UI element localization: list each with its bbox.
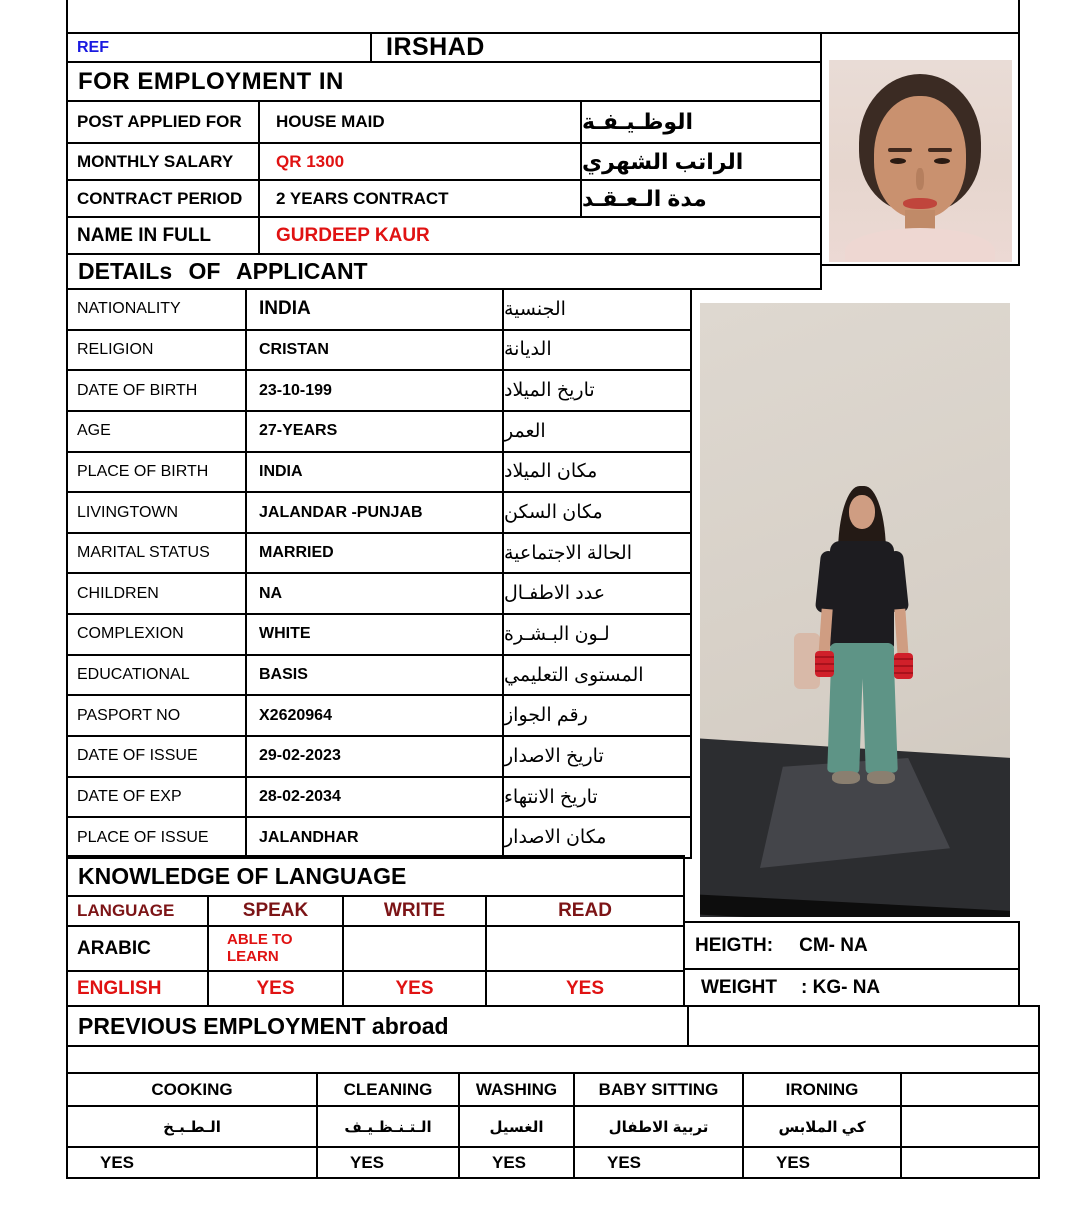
empty-header bbox=[900, 1074, 1038, 1105]
details-arabic: الديانة bbox=[502, 331, 690, 370]
details-value: INDIA bbox=[245, 290, 502, 329]
portrait-brow-right bbox=[928, 148, 952, 152]
post-applied-arabic: الوظـيـفـة bbox=[580, 102, 820, 142]
details-value: INDIA bbox=[245, 453, 502, 492]
details-row-children bbox=[68, 574, 690, 615]
contract-period-value: 2 YEARS CONTRACT bbox=[258, 181, 580, 216]
weight-row bbox=[683, 968, 1020, 1007]
arabic-language-row bbox=[68, 927, 683, 972]
details-row-age bbox=[68, 412, 690, 453]
cooking-arabic: الـطـبـخ bbox=[163, 1118, 221, 1136]
skills-header-row bbox=[68, 1074, 1038, 1107]
language-table bbox=[66, 895, 685, 1007]
portrait-lips bbox=[903, 198, 937, 209]
details-arabic: الجنسية bbox=[502, 290, 690, 329]
washing-value: YES bbox=[458, 1148, 573, 1177]
empty-arabic bbox=[900, 1107, 1038, 1146]
passport-photo-cell bbox=[820, 32, 1020, 266]
portrait-eye-right bbox=[934, 158, 950, 164]
sandal-right bbox=[867, 771, 895, 784]
person-pants-leg-left bbox=[827, 668, 863, 773]
ironing-header: IRONING bbox=[742, 1074, 900, 1105]
details-arabic: رقم الجواز bbox=[502, 696, 690, 735]
details-row-educational bbox=[68, 656, 690, 697]
contract-period-arabic: مدة الـعـقـد bbox=[580, 181, 820, 216]
previous-employment-row bbox=[66, 1005, 1040, 1047]
skills-value-row bbox=[68, 1148, 1038, 1177]
for-employment-row bbox=[68, 63, 820, 102]
details-row-passport-no bbox=[68, 696, 690, 737]
height-value: CM- NA bbox=[799, 934, 868, 956]
previous-employment-empty-cell bbox=[687, 1007, 1038, 1045]
english-language-row bbox=[68, 972, 683, 1005]
cooking-value: YES bbox=[100, 1152, 135, 1172]
post-applied-value: HOUSE MAID bbox=[258, 102, 580, 142]
details-value: 29-02-2023 bbox=[245, 737, 502, 776]
agency-title: IRSHAD bbox=[370, 34, 820, 61]
baby-sitting-arabic: تربية الاطفال bbox=[573, 1107, 742, 1146]
speak-col-header: SPEAK bbox=[207, 897, 342, 925]
arabic-read-value bbox=[485, 927, 683, 970]
monthly-salary-label: MONTHLY SALARY bbox=[77, 151, 234, 171]
details-arabic: عدد الاطفـال bbox=[502, 574, 690, 613]
contract-period-row bbox=[68, 181, 820, 218]
details-arabic: الحالة الاجتماعية bbox=[502, 534, 690, 573]
arabic-language-label: ARABIC bbox=[77, 937, 151, 959]
weight-label: WEIGHT bbox=[701, 976, 777, 998]
post-applied-label: POST APPLIED FOR bbox=[77, 112, 242, 131]
details-label: PLACE OF ISSUE bbox=[77, 828, 209, 846]
details-row-marital-status bbox=[68, 534, 690, 575]
sandal-left bbox=[832, 771, 860, 784]
details-value: 23-10-199 bbox=[245, 371, 502, 410]
details-label: PASPORT NO bbox=[77, 706, 181, 724]
details-label: AGE bbox=[77, 422, 111, 440]
empty-value bbox=[900, 1148, 1038, 1177]
portrait-face bbox=[874, 96, 966, 218]
post-applied-row bbox=[68, 102, 820, 144]
english-speak-value: YES bbox=[207, 972, 342, 1005]
skills-table bbox=[66, 1072, 1040, 1179]
details-arabic: العمر bbox=[502, 412, 690, 451]
details-label: NATIONALITY bbox=[77, 300, 181, 318]
details-value: WHITE bbox=[245, 615, 502, 654]
height-label: HEIGTH: bbox=[695, 934, 774, 956]
details-label: EDUCATIONAL bbox=[77, 666, 190, 684]
ironing-value: YES bbox=[742, 1148, 900, 1177]
top-table bbox=[66, 32, 822, 255]
details-label: DATE OF BIRTH bbox=[77, 381, 198, 399]
details-label: MARITAL STATUS bbox=[77, 544, 210, 562]
red-bangles-right bbox=[894, 653, 913, 679]
ref-label: REF bbox=[77, 38, 109, 56]
arabic-write-value bbox=[342, 927, 485, 970]
passport-photo bbox=[829, 60, 1012, 262]
details-label: LIVINGTOWN bbox=[77, 503, 179, 521]
ref-row bbox=[68, 34, 820, 63]
details-label: CHILDREN bbox=[77, 584, 159, 602]
details-label: COMPLEXION bbox=[77, 625, 184, 643]
details-row-place-of-issue bbox=[68, 818, 690, 857]
washing-header: WASHING bbox=[458, 1074, 573, 1105]
details-table bbox=[66, 288, 692, 859]
cleaning-arabic: الـتـنـظـيـف bbox=[316, 1107, 458, 1146]
details-arabic: لـون البـشـرة bbox=[502, 615, 690, 654]
language-header-row bbox=[68, 897, 683, 927]
details-arabic: مكان الميلاد bbox=[502, 453, 690, 492]
portrait-nose bbox=[916, 168, 924, 190]
details-arabic: تاريخ الاصدار bbox=[502, 737, 690, 776]
cleaning-value: YES bbox=[316, 1148, 458, 1177]
details-row-date-of-issue bbox=[68, 737, 690, 778]
empty-row bbox=[66, 1045, 1040, 1074]
details-row-place-of-birth bbox=[68, 453, 690, 494]
previous-employment-title: PREVIOUS EMPLOYMENT abroad bbox=[78, 1012, 449, 1039]
details-row-religion bbox=[68, 331, 690, 372]
details-row-date-of-exp bbox=[68, 778, 690, 819]
details-value: 28-02-2034 bbox=[245, 778, 502, 817]
washing-arabic: الغسيل bbox=[458, 1107, 573, 1146]
portrait-eye-left bbox=[890, 158, 906, 164]
name-value: GURDEEP KAUR bbox=[258, 218, 820, 253]
arabic-speak-value: ABLE TO LEARN bbox=[207, 927, 342, 970]
details-row-livingtown bbox=[68, 493, 690, 534]
person-arm-right bbox=[894, 609, 908, 658]
baby-sitting-header: BABY SITTING bbox=[573, 1074, 742, 1105]
english-language-label: ENGLISH bbox=[77, 977, 162, 999]
details-value: JALANDAR -PUNJAB bbox=[245, 493, 502, 532]
name-label: NAME IN FULL bbox=[77, 224, 212, 246]
height-row bbox=[683, 921, 1020, 970]
english-read-value: YES bbox=[485, 972, 683, 1005]
portrait-brow-left bbox=[888, 148, 912, 152]
ironing-arabic: كي الملابس bbox=[742, 1107, 900, 1146]
details-label: PLACE OF BIRTH bbox=[77, 462, 209, 480]
portrait-shoulders bbox=[845, 228, 995, 262]
person-black-top bbox=[830, 541, 894, 649]
language-col-header: LANGUAGE bbox=[77, 901, 175, 920]
monthly-salary-value: QR 1300 bbox=[258, 144, 580, 179]
details-arabic: مكان الاصدار bbox=[502, 818, 690, 857]
details-value: 27-YEARS bbox=[245, 412, 502, 451]
cleaning-header: CLEANING bbox=[316, 1074, 458, 1105]
name-row bbox=[68, 218, 820, 253]
details-arabic: تاريخ الميلاد bbox=[502, 371, 690, 410]
monthly-salary-arabic: الراتب الشهري bbox=[580, 144, 820, 179]
details-value: NA bbox=[245, 574, 502, 613]
monthly-salary-row bbox=[68, 144, 820, 181]
details-arabic: تاريخ الانتهاء bbox=[502, 778, 690, 817]
for-employment-title: FOR EMPLOYMENT IN bbox=[78, 67, 344, 95]
top-empty-strip bbox=[66, 0, 1020, 34]
details-row-dob bbox=[68, 371, 690, 412]
read-col-header: READ bbox=[485, 897, 683, 925]
baby-sitting-value: YES bbox=[573, 1148, 742, 1177]
details-value: MARRIED bbox=[245, 534, 502, 573]
person-pants-leg-right bbox=[862, 668, 898, 773]
details-value: BASIS bbox=[245, 656, 502, 695]
details-label: DATE OF ISSUE bbox=[77, 747, 198, 765]
skills-arabic-row bbox=[68, 1107, 1038, 1148]
details-value: CRISTAN bbox=[245, 331, 502, 370]
details-value: X2620964 bbox=[245, 696, 502, 735]
person-face bbox=[849, 495, 875, 529]
details-section-title: DETAILs OF APPLICANT bbox=[66, 253, 822, 290]
write-col-header: WRITE bbox=[342, 897, 485, 925]
full-body-photo bbox=[700, 303, 1010, 917]
details-arabic: المستوى التعليمي bbox=[502, 656, 690, 695]
details-label: RELIGION bbox=[77, 340, 154, 358]
details-row-complexion bbox=[68, 615, 690, 656]
red-bangles-left bbox=[815, 651, 834, 677]
english-write-value: YES bbox=[342, 972, 485, 1005]
weight-value: : KG- NA bbox=[801, 976, 881, 998]
details-arabic: مكان السكن bbox=[502, 493, 690, 532]
details-label: DATE OF EXP bbox=[77, 788, 182, 805]
language-section-title: KNOWLEDGE OF LANGUAGE bbox=[66, 855, 685, 897]
details-row-nationality bbox=[68, 290, 690, 331]
details-value: JALANDHAR bbox=[245, 818, 502, 857]
cooking-header: COOKING bbox=[151, 1079, 233, 1099]
contract-period-label: CONTRACT PERIOD bbox=[77, 188, 243, 208]
